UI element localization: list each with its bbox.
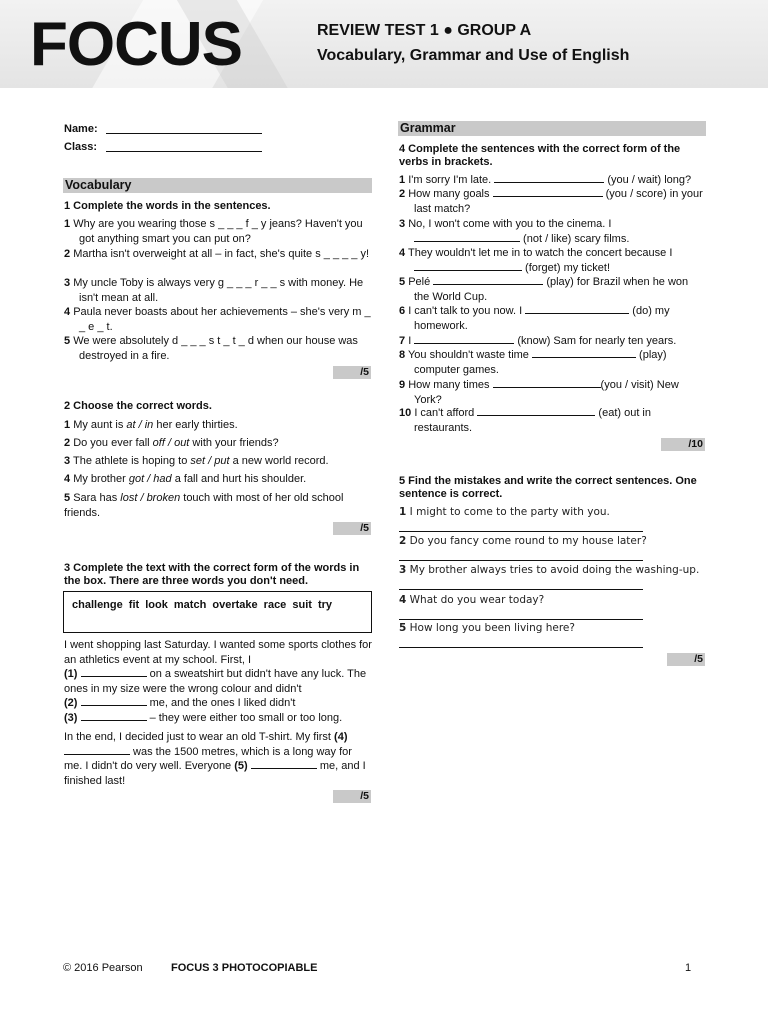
answer-gap[interactable] (493, 378, 601, 388)
task2-item[interactable]: 1 My aunt is at / in her early thirties. (64, 419, 238, 431)
answer-line[interactable] (399, 589, 643, 590)
task3-score: /5 (333, 790, 371, 803)
footer-copyright: © 2016 Pearson (63, 962, 143, 974)
task4-item[interactable]: 6 I can't talk to you now. I (do) my homework. (399, 305, 670, 332)
task4-item[interactable]: 2 How many goals (you / score) in your last match? (399, 188, 703, 215)
task3-paragraph-2: In the end, I decided just to wear an old T-shirt. My first (4) was the 1500 metres, which is a long way for me. I didn't do very well. Everyone (5) me, and I finished last! (64, 731, 366, 787)
task4-item[interactable]: 5 Pelé (play) for Brazil when he won the World Cup. (399, 276, 689, 303)
answer-line[interactable] (399, 560, 643, 561)
answer-gap[interactable] (477, 406, 595, 416)
task2-item[interactable]: 2 Do you ever fall off / out with your friends? (64, 437, 279, 449)
gap-1[interactable] (81, 667, 147, 677)
task1-item[interactable]: 5 We were absolutely d _ _ _ s t _ t _ d when our house was destroyed in a fire. (64, 335, 358, 362)
footer-page-number: 1 (685, 962, 692, 974)
task4-item[interactable]: 1 I'm sorry I'm late. (you / wait) long? (399, 174, 692, 186)
answer-gap[interactable] (493, 187, 603, 197)
gap-4[interactable] (64, 745, 130, 755)
test-subtitle: Vocabulary, Grammar and Use of English (317, 47, 630, 64)
task5-item: 4 What do you wear today? (399, 594, 545, 606)
task2-title: 2 Choose the correct words. (64, 400, 212, 412)
gap-5[interactable] (251, 759, 317, 769)
word-choice[interactable]: at / in (126, 419, 154, 431)
answer-gap[interactable] (525, 304, 629, 314)
task4-item[interactable]: 9 How many times (you / visit) New York? (399, 379, 679, 406)
task5-item: 2 Do you fancy come round to my house later? (399, 535, 647, 547)
word-choice[interactable]: got / had (128, 473, 172, 485)
task2-item[interactable]: 4 My brother got / had a fall and hurt his shoulder. (64, 473, 307, 485)
answer-gap[interactable] (414, 232, 520, 242)
task4-item[interactable]: 3 No, I won't come with you to the cinema. I (not / like) scary films. (399, 218, 630, 245)
task1-title: 1 Complete the words in the sentences. (64, 200, 271, 212)
answer-line[interactable] (399, 531, 643, 532)
answer-gap[interactable] (532, 348, 636, 358)
name-input-line[interactable] (106, 133, 262, 134)
task4-title: 4 Complete the sentences with the correct form of the verbs in brackets. (399, 143, 681, 168)
answer-line[interactable] (399, 647, 643, 648)
task1-item[interactable]: 3 My uncle Toby is always very g _ _ _ r _ _ s with money. He isn't mean at all. (64, 277, 364, 304)
test-title: REVIEW TEST 1 ● GROUP A (317, 22, 532, 39)
word-choice[interactable]: off / out (152, 437, 190, 449)
footer-label: FOCUS 3 PHOTOCOPIABLE (171, 962, 318, 974)
focus-logo: FOCUS (30, 10, 242, 79)
answer-gap[interactable] (494, 173, 604, 183)
task4-item[interactable]: 8 You shouldn't waste time (play) computer games. (399, 349, 667, 376)
task3-title: 3 Complete the text with the correct form of the words in the box. There are three words you don't need. (64, 562, 360, 587)
answer-gap[interactable] (414, 334, 514, 344)
vocabulary-heading: Vocabulary (63, 178, 372, 193)
task5-score: /5 (667, 653, 705, 666)
word-box (63, 591, 372, 633)
task4-item[interactable]: 10 I can't afford (eat) out in restaurants. (399, 407, 651, 434)
task5-item: 5 How long you been living here? (399, 622, 575, 634)
task4-item[interactable]: 7 I (know) Sam for nearly ten years. (399, 335, 677, 347)
word-choice[interactable]: set / put (190, 455, 230, 467)
name-label: Name: (64, 123, 98, 135)
task1-item[interactable]: 2 Martha isn't overweight at all – in fact, she's quite s _ _ _ _ y! (64, 248, 370, 260)
task4-item[interactable]: 4 They wouldn't let me in to watch the concert because I (forget) my ticket! (399, 247, 673, 274)
class-input-line[interactable] (106, 151, 262, 152)
word-choice[interactable]: lost / broken (120, 492, 181, 504)
task1-item[interactable]: 1 Why are you wearing those s _ _ _ f _ y jeans? Haven't you got anything smart you can put on? (64, 218, 363, 245)
task2-item[interactable]: 3 The athlete is hoping to set / put a new world record. (64, 455, 329, 467)
answer-gap[interactable] (414, 261, 522, 271)
task1-item[interactable]: 4 Paula never boasts about her achievements – she's very m _ _ e _ t. (64, 306, 371, 333)
page-header (0, 0, 768, 88)
task1-score: /5 (333, 366, 371, 379)
task5-title: 5 Find the mistakes and write the correct sentences. One sentence is correct. (399, 475, 697, 500)
word-box-words: challenge fit look match overtake race suit try (72, 599, 333, 611)
task2-score: /5 (333, 522, 371, 535)
grammar-heading: Grammar (398, 121, 706, 136)
task4-score: /10 (661, 438, 705, 451)
task5-item: 1 I might to come to the party with you. (399, 506, 610, 518)
task2-item[interactable]: 5 Sara has lost / broken touch with most of her old school friends. (64, 492, 344, 519)
answer-gap[interactable] (433, 275, 543, 285)
gap-3[interactable] (81, 711, 147, 721)
gap-2[interactable] (81, 696, 147, 706)
task3-paragraph-1: I went shopping last Saturday. I wanted some sports clothes for an athletics event at my school. First, I (1) on a sweatshirt but didn't have any luck. The ones in my size were the wrong colour and didn't (2) me, and the ones I liked didn't (3) – they were either too small or too long. (64, 639, 372, 724)
answer-line[interactable] (399, 619, 643, 620)
class-label: Class: (64, 141, 98, 153)
task5-item: 3 My brother always tries to avoid doing the washing-up. (399, 564, 700, 576)
